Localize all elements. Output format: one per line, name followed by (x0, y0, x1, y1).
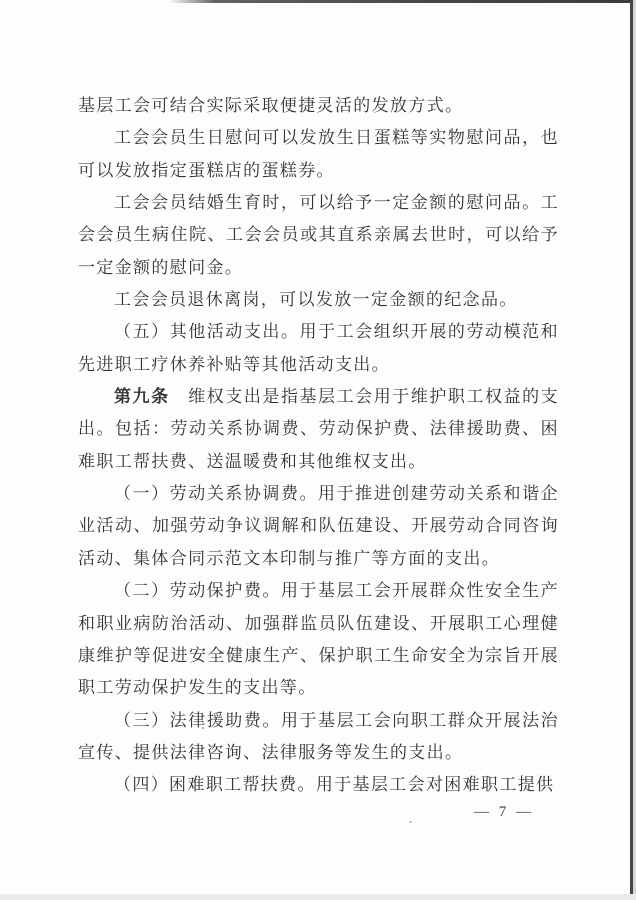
text-segment: 宣传、提供法律咨询、法律服务等发生的支出。 (78, 742, 464, 762)
text-segment: （二）劳动保护费。用于基层工会开展群众性安全生产 (114, 581, 559, 601)
text-line (78, 122, 559, 154)
text-line (78, 187, 559, 219)
text-line (78, 446, 559, 478)
text-segment: 会会员生病住院、工会会员或其直系亲属去世时，可以给予 (78, 225, 559, 245)
text-segment: 活动、集体合同示范文本印制与推广等方面的支出。 (78, 548, 501, 568)
text-line (78, 252, 559, 284)
paragraph (78, 316, 559, 381)
text-segment: 和职业病防治活动、加强群监员队伍建设、开展职工心理健 (78, 613, 559, 633)
text-line (78, 316, 559, 348)
text-segment: 一定金额的慰问金。 (78, 257, 244, 277)
paragraph (78, 575, 559, 704)
text-line (78, 413, 559, 445)
text-line (78, 640, 559, 672)
text-segment: 工会会员结婚生育时，可以给予一定金额的慰问品。工 (114, 193, 559, 213)
document-body (78, 90, 559, 802)
paragraph (78, 769, 559, 801)
text-segment: （五）其他活动支出。用于工会组织开展的劳动模范和 (114, 322, 559, 342)
text-line (78, 737, 559, 769)
text-segment: 先进职工疗休养补贴等其他活动支出。 (78, 354, 390, 374)
paragraph (78, 122, 559, 187)
text-line (78, 90, 559, 122)
text-segment: 工会会员生日慰问可以发放生日蛋糕等实物慰问品，也 (114, 128, 559, 148)
text-segment: 基层工会可结合实际采取便捷灵活的发放方式。 (78, 96, 464, 115)
scan-edge-bottom-band (0, 894, 636, 900)
text-line (78, 219, 559, 251)
page-number: — 7 — (474, 804, 534, 820)
text-line (78, 608, 559, 640)
text-segment: （四）困难职工帮扶费。用于基层工会对困难职工提供 (114, 775, 555, 795)
scan-edge-top-line (168, 0, 636, 3)
text-segment: 维权支出是指基层工会用于维护职工权益的支 (169, 387, 559, 407)
paragraph (78, 284, 559, 316)
paragraph (78, 478, 559, 575)
text-segment: 工会会员退休离岗，可以发放一定金额的纪念品。 (114, 290, 518, 310)
text-line (78, 705, 559, 737)
paragraph (78, 705, 559, 770)
text-line (78, 769, 559, 801)
text-segment: 康维护等促进安全健康生产、保护职工生命安全为宗旨开展 (78, 645, 559, 665)
paragraph (78, 381, 559, 478)
text-segment: 难职工帮扶费、送温暖费和其他维权支出。 (78, 451, 427, 471)
scan-noise-speck (409, 821, 412, 823)
text-line (78, 155, 559, 187)
text-line (78, 672, 559, 704)
paragraph (78, 187, 559, 284)
text-line (78, 543, 559, 575)
text-line (78, 284, 559, 316)
text-line (78, 478, 559, 510)
article-number-bold-text: 第九条 (114, 387, 170, 407)
text-segment: 可以发放指定蛋糕店的蛋糕券。 (78, 160, 335, 180)
text-segment: 业活动、加强劳动争议调解和队伍建设、开展劳动合同咨询 (78, 516, 559, 536)
text-segment: （三）法律援助费。用于基层工会向职工群众开展法治 (114, 710, 559, 730)
text-line (78, 510, 559, 542)
text-line (78, 575, 559, 607)
text-segment: 职工劳动保护发生的支出等。 (78, 678, 317, 698)
text-segment: （一）劳动关系协调费。用于推进创建劳动关系和谐企 (114, 484, 559, 504)
text-segment: 出。包括：劳动关系协调费、劳动保护费、法律援助费、困 (78, 419, 559, 439)
text-line (78, 349, 559, 381)
text-line (78, 381, 559, 413)
paragraph (78, 90, 559, 122)
